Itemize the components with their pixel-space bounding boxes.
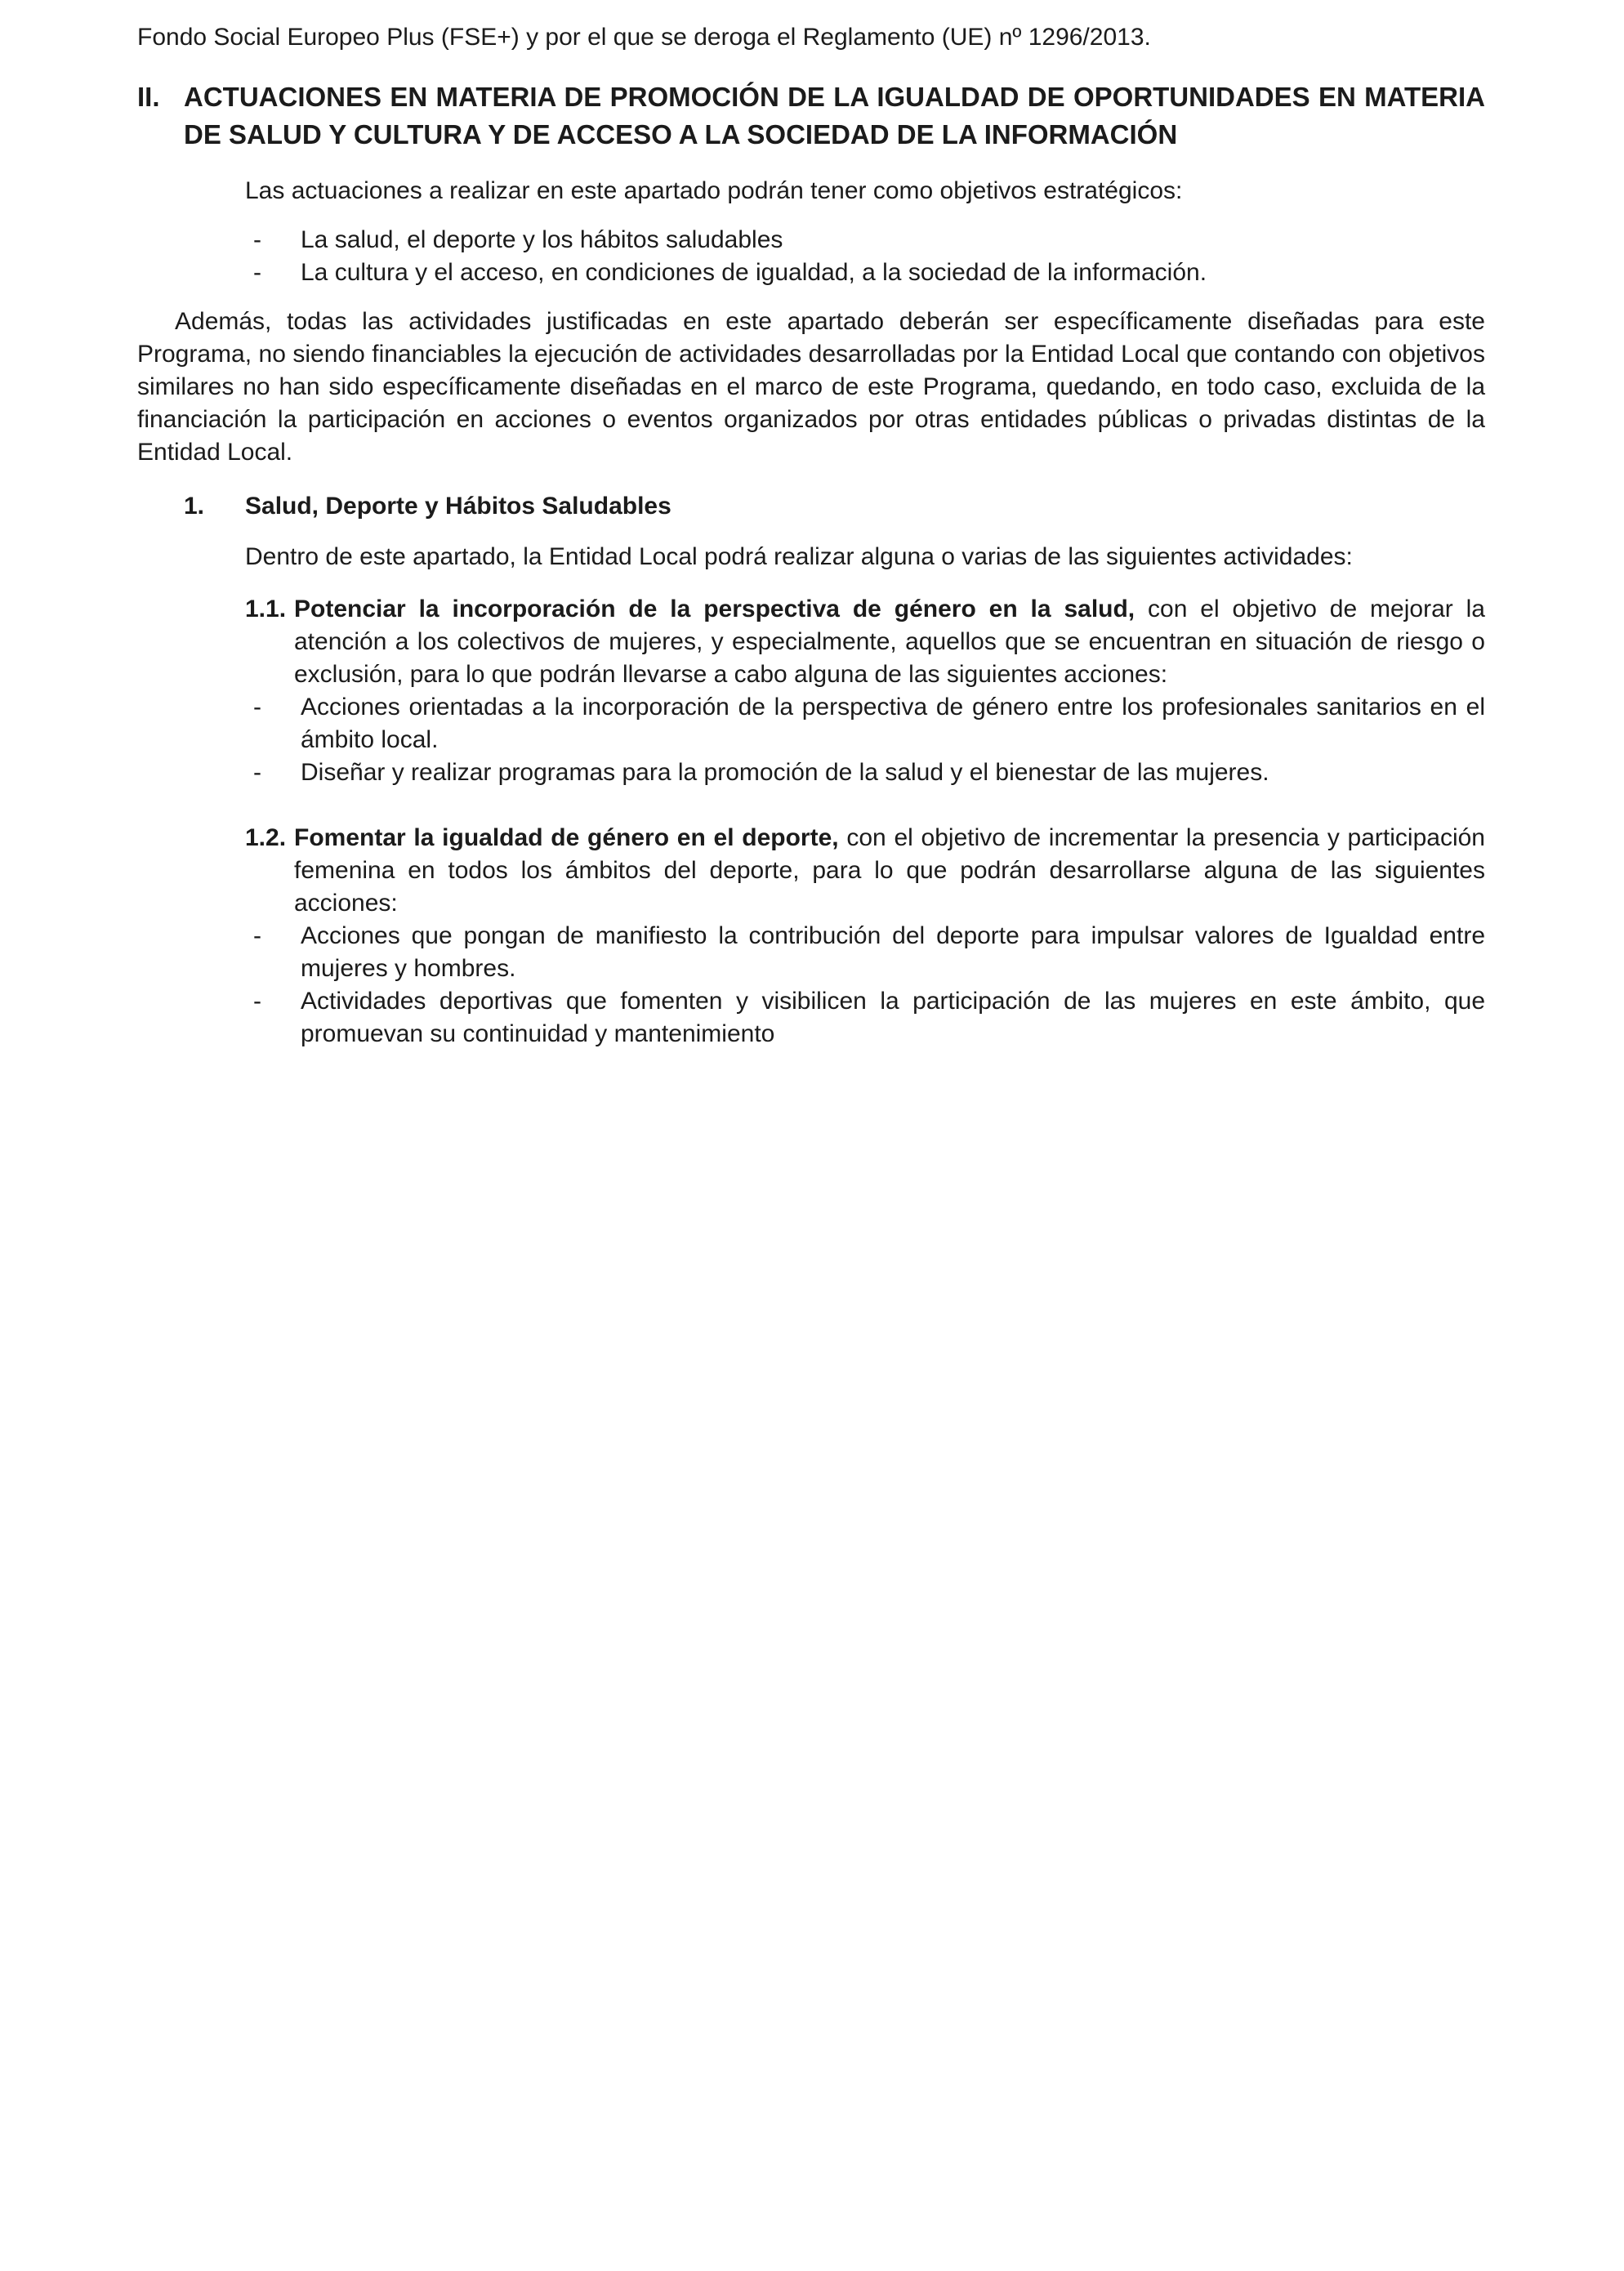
objectives-list (137, 224, 1485, 289)
ademas-paragraph: Además, todas las actividades justificadas en este apartado deberán ser específicamente diseñadas para este Programa, no siendo financiables la ejecución de actividades desarrolladas por la Entidad Local que contando con objetivos similares no han sido específicamente diseñadas en el marco de este Programa, quedando, en todo caso, excluida de la financiación la participación en acciones o eventos organizados por otras entidades públicas o privadas distintas de la Entidad Local. (137, 308, 1485, 466)
list-item (253, 756, 1485, 789)
dash-bullet-marker: - (253, 922, 261, 949)
dash-bullet-marker: - (253, 694, 261, 721)
item-1-2-actions-list (137, 920, 1485, 1051)
dash-bullet-marker: - (253, 226, 261, 253)
list-item (253, 257, 1485, 289)
dash-bullet-marker: - (253, 988, 261, 1015)
list-item-text: Acciones orientadas a la incorporación de la perspectiva de género entre los profesionales sanitarios en el ámbito local. (301, 694, 1485, 753)
item-1-2-paragraph (245, 822, 1485, 920)
section-ii-heading (137, 78, 1485, 154)
list-item (253, 691, 1485, 756)
section-1-number: 1. (184, 493, 205, 520)
list-item (253, 985, 1485, 1051)
objectives-intro-paragraph: Las actuaciones a realizar en este apartado podrán tener como objetivos estratégicos: (245, 177, 1183, 204)
list-item-text: La cultura y el acceso, en condiciones de igualdad, a la sociedad de la información. (301, 259, 1207, 286)
list-item (253, 920, 1485, 985)
section-1-heading (184, 490, 1485, 523)
item-1-1-actions-list (137, 691, 1485, 789)
list-item-text: La salud, el deporte y los hábitos saludables (301, 226, 783, 253)
item-1-1-paragraph (245, 593, 1485, 691)
item-1-2-text: con el objetivo de incrementar la presencia y participación femenina en todos los ámbitos del deporte, para lo que podrán desarrollarse alguna de las siguientes acciones: (294, 824, 1485, 917)
dash-bullet-marker: - (253, 759, 261, 786)
item-1-1-bold-lead: Potenciar la incorporación de la perspectiva de género en la salud, (294, 596, 1135, 622)
item-1-1-text: con el objetivo de mejorar la atención a los colectivos de mujeres, y especialmente, aquellos que se encuentran en situación de riesgo o exclusión, para lo que podrán llevarse a cabo alguna de las siguientes acciones: (294, 596, 1485, 688)
list-item-text: Acciones que pongan de manifiesto la contribución del deporte para impulsar valores de Igualdad entre mujeres y hombres. (301, 922, 1485, 982)
dash-bullet-marker: - (253, 259, 261, 286)
item-1-2-number: 1.2. (245, 824, 287, 851)
list-item-text: Diseñar y realizar programas para la promoción de la salud y el bienestar de las mujeres. (301, 759, 1269, 786)
list-item (253, 224, 1485, 257)
section-1-title: Salud, Deporte y Hábitos Saludables (245, 493, 671, 520)
item-1-1-number: 1.1. (245, 596, 287, 622)
section-ii-title: ACTUACIONES EN MATERIA DE PROMOCIÓN DE LA IGUALDAD DE OPORTUNIDADES EN MATERIA DE SALUD Y CULTURA Y DE ACCESO A LA SOCIEDAD DE LA INFORMACIÓN (184, 82, 1485, 149)
list-item-text: Actividades deportivas que fomenten y visibilicen la participación de las mujeres en este ámbito, que promuevan su continuidad y mantenimiento (301, 988, 1485, 1047)
section-ii-number: II. (137, 82, 160, 112)
intro-paragraph: Fondo Social Europeo Plus (FSE+) y por el que se deroga el Reglamento (UE) nº 1296/2013. (137, 24, 1151, 51)
section-1-intro-paragraph: Dentro de este apartado, la Entidad Local podrá realizar alguna o varias de las siguientes actividades: (245, 543, 1353, 570)
item-1-2-bold-lead: Fomentar la igualdad de género en el deporte, (294, 824, 839, 851)
